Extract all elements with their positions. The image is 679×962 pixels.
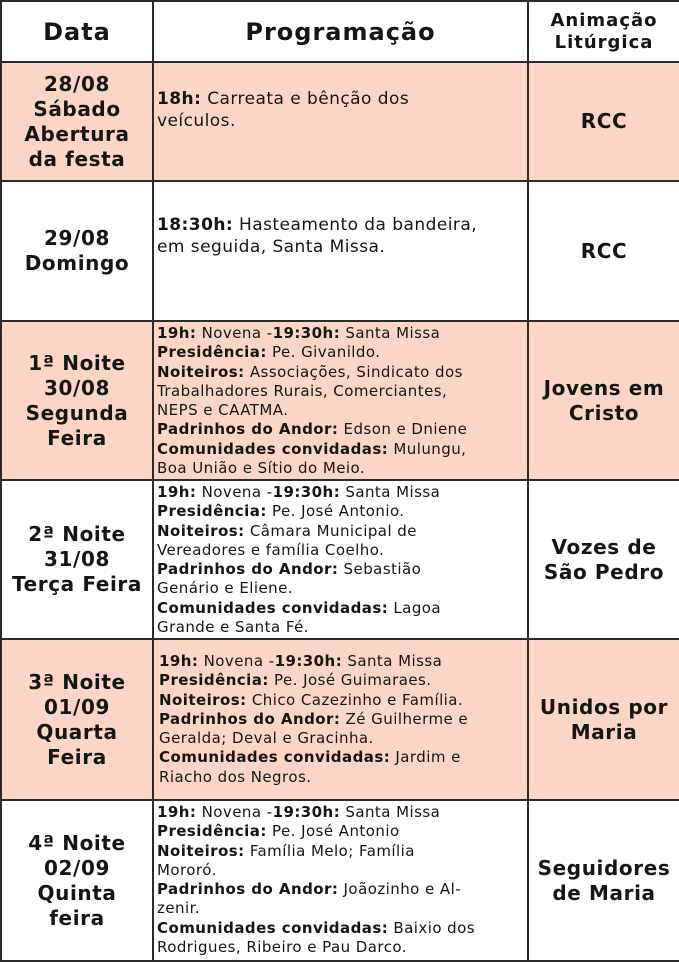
program-text: Joãozinho e Al- [338, 880, 462, 899]
program-line [157, 459, 525, 478]
animation-line: São Pedro [543, 559, 665, 584]
program-label: 19h: [157, 803, 197, 821]
program-text: Riacho dos Negros. [159, 767, 312, 786]
date-line: Feira [47, 744, 107, 769]
program-label: 19h: [159, 652, 199, 670]
program-text: Novena - [196, 803, 273, 821]
date-line: da festa [28, 146, 126, 171]
program-text: Santa Missa [340, 324, 441, 342]
program-label: Noiteiros: [157, 362, 245, 381]
schedule-row [1, 181, 679, 321]
animation-cell [528, 639, 679, 800]
program-line [157, 324, 525, 343]
program-label: Presidência: [157, 822, 267, 841]
program-line [157, 214, 525, 236]
program-text: Pe. José Antonio. [266, 502, 405, 521]
program-line [157, 560, 525, 579]
program-line [157, 599, 525, 618]
program-line [157, 579, 525, 598]
date-line: 4ª Noite [28, 830, 126, 855]
program-line [157, 420, 525, 439]
date-cell [1, 639, 153, 800]
program-line [159, 652, 525, 671]
program-line [157, 522, 525, 541]
program-label: 19:30h: [272, 324, 341, 342]
program-text: zenir. [157, 899, 201, 918]
program-label: Padrinhos do Andor: [157, 420, 339, 439]
date-line: 30/08 [44, 375, 110, 400]
program-text: Pe. Givanildo. [266, 343, 381, 362]
program-text: Santa Missa [340, 483, 441, 501]
animation-line: Maria [570, 719, 638, 744]
program-line [157, 803, 525, 822]
program-line [157, 822, 525, 841]
date-line: 1ª Noite [28, 350, 126, 375]
animation-line: RCC [580, 109, 628, 133]
program-line [159, 691, 525, 710]
program-text: Pe. José Guimaraes. [268, 671, 432, 690]
program-label: Padrinhos do Andor: [157, 880, 339, 899]
date-cell [1, 181, 153, 321]
program-text: Jardim e [390, 748, 461, 767]
header-animation-line: Animação [550, 9, 658, 31]
program-label: Noiteiros: [157, 841, 245, 860]
animation-line: Seguidores [537, 855, 671, 880]
date-cell [1, 800, 153, 961]
program-text: Novena - [196, 324, 273, 342]
header-animation-line: Litúrgica [554, 31, 654, 53]
program-line [157, 842, 525, 861]
date-line: 29/08 [44, 226, 110, 250]
date-cell [1, 321, 153, 480]
date-line: Segunda [25, 400, 129, 425]
program-text: Chico Cazezinho e Família. [246, 690, 464, 709]
program-text: Vereadores e família Coelho. [157, 540, 385, 559]
program-text: Família Melo; Família [244, 841, 415, 860]
animation-cell [528, 321, 679, 480]
schedule-row [1, 639, 679, 800]
program-line [159, 710, 525, 729]
date-cell [1, 480, 153, 639]
program-text: Zé Guilherme e [340, 709, 469, 728]
program-text: Associações, Sindicato dos [244, 362, 463, 381]
program-label: Presidência: [157, 502, 267, 521]
program-label: Comunidades convidadas: [159, 748, 391, 767]
animation-line: Unidos por [539, 694, 669, 719]
program-line [157, 236, 525, 258]
schedule-row [1, 62, 679, 181]
program-text: Santa Missa [342, 652, 443, 670]
program-label: Noiteiros: [157, 521, 245, 540]
program-line [157, 861, 525, 880]
program-text: Mulungu, [388, 439, 467, 458]
program-line [159, 768, 525, 787]
program-cell [153, 480, 528, 639]
program-line [157, 618, 525, 637]
program-line [157, 880, 525, 899]
animation-cell [528, 181, 679, 321]
program-line [159, 729, 525, 748]
header-date: Data [1, 1, 153, 62]
program-text: Rodrigues, Ribeiro e Pau Darco. [157, 938, 407, 957]
animation-line: Cristo [568, 400, 640, 425]
program-line [157, 88, 525, 110]
date-line: 28/08 [44, 71, 110, 96]
date-line: 2ª Noite [28, 522, 126, 546]
date-line: Feira [47, 425, 107, 450]
program-label: Comunidades convidadas: [157, 918, 389, 937]
schedule-row [1, 480, 679, 639]
animation-cell [528, 62, 679, 181]
program-text: Pe. José Antonio [266, 822, 400, 841]
program-label: 19:30h: [274, 652, 343, 670]
date-line: 31/08 [44, 547, 110, 571]
program-line [157, 483, 525, 502]
program-line [157, 938, 525, 957]
program-text: Santa Missa [340, 803, 441, 821]
program-label: Padrinhos do Andor: [157, 560, 339, 579]
program-text: Geralda; Deval e Gracinha. [159, 729, 374, 748]
program-line [157, 502, 525, 521]
program-text: veículos. [157, 111, 236, 131]
program-text: Sebastião [338, 560, 422, 579]
program-line [157, 363, 525, 382]
program-text: NEPS e CAATMA. [157, 401, 289, 420]
header-program: Programação [153, 1, 528, 62]
animation-line: Jovens em [543, 375, 665, 400]
program-label: Comunidades convidadas: [157, 598, 389, 617]
program-label: Noiteiros: [159, 690, 247, 709]
date-line: Domingo [24, 251, 130, 275]
program-cell [153, 800, 528, 961]
program-line [157, 899, 525, 918]
program-text: Grande e Santa Fé. [157, 618, 309, 637]
schedule-row [1, 321, 679, 480]
animation-line: Vozes de [551, 534, 657, 559]
program-text: Hasteamento da bandeira, [233, 215, 478, 235]
date-line: 02/09 [44, 855, 110, 880]
program-text: Boa União e Sítio do Meio. [157, 459, 366, 478]
program-line [157, 401, 525, 420]
program-cell [153, 639, 528, 800]
date-line: 01/09 [44, 694, 110, 719]
date-line: Quarta [36, 719, 118, 744]
animation-line: de Maria [552, 880, 656, 905]
date-line: Terça Feira [12, 572, 142, 596]
program-line [157, 110, 525, 132]
program-text: Novena - [198, 652, 275, 670]
program-cell [153, 62, 528, 181]
program-line [157, 343, 525, 362]
program-label: 19:30h: [272, 803, 341, 821]
header-animation [528, 1, 679, 62]
program-text: Genário e Eliene. [157, 579, 294, 598]
animation-cell [528, 800, 679, 961]
program-label: Presidência: [157, 343, 267, 362]
date-line: 3ª Noite [28, 669, 126, 694]
date-line: Sábado [33, 96, 121, 121]
date-line: Abertura [24, 121, 130, 146]
program-line [157, 919, 525, 938]
animation-line: RCC [580, 238, 628, 263]
program-line [157, 440, 525, 459]
program-text: Edson e Dniene [338, 420, 468, 439]
date-line: feira [49, 905, 105, 930]
program-text: Carreata e bênção dos [201, 89, 410, 109]
program-label: Padrinhos do Andor: [159, 709, 341, 728]
schedule-row [1, 800, 679, 961]
program-label: 18h: [157, 89, 202, 109]
animation-cell [528, 480, 679, 639]
program-label: 19h: [157, 483, 197, 501]
program-text: Trabalhadores Rurais, Comerciantes, [157, 381, 448, 400]
program-text: Câmara Municipal de [244, 521, 417, 540]
program-line [157, 541, 525, 560]
header-row [1, 1, 679, 62]
date-line: Quinta [37, 880, 117, 905]
date-cell [1, 62, 153, 181]
program-label: 19:30h: [272, 483, 341, 501]
program-line [159, 748, 525, 767]
program-text: Novena - [196, 483, 273, 501]
program-line [159, 671, 525, 690]
program-text: em seguida, Santa Missa. [157, 237, 386, 257]
program-line [157, 382, 525, 401]
program-cell [153, 181, 528, 321]
program-label: Presidência: [159, 671, 269, 690]
program-label: Comunidades convidadas: [157, 439, 389, 458]
program-label: 18:30h: [157, 215, 234, 235]
program-text: Baixio dos [388, 918, 476, 937]
program-text: Mororó. [157, 860, 217, 879]
program-text: Lagoa [388, 598, 442, 617]
program-label: 19h: [157, 324, 197, 342]
program-cell [153, 321, 528, 480]
